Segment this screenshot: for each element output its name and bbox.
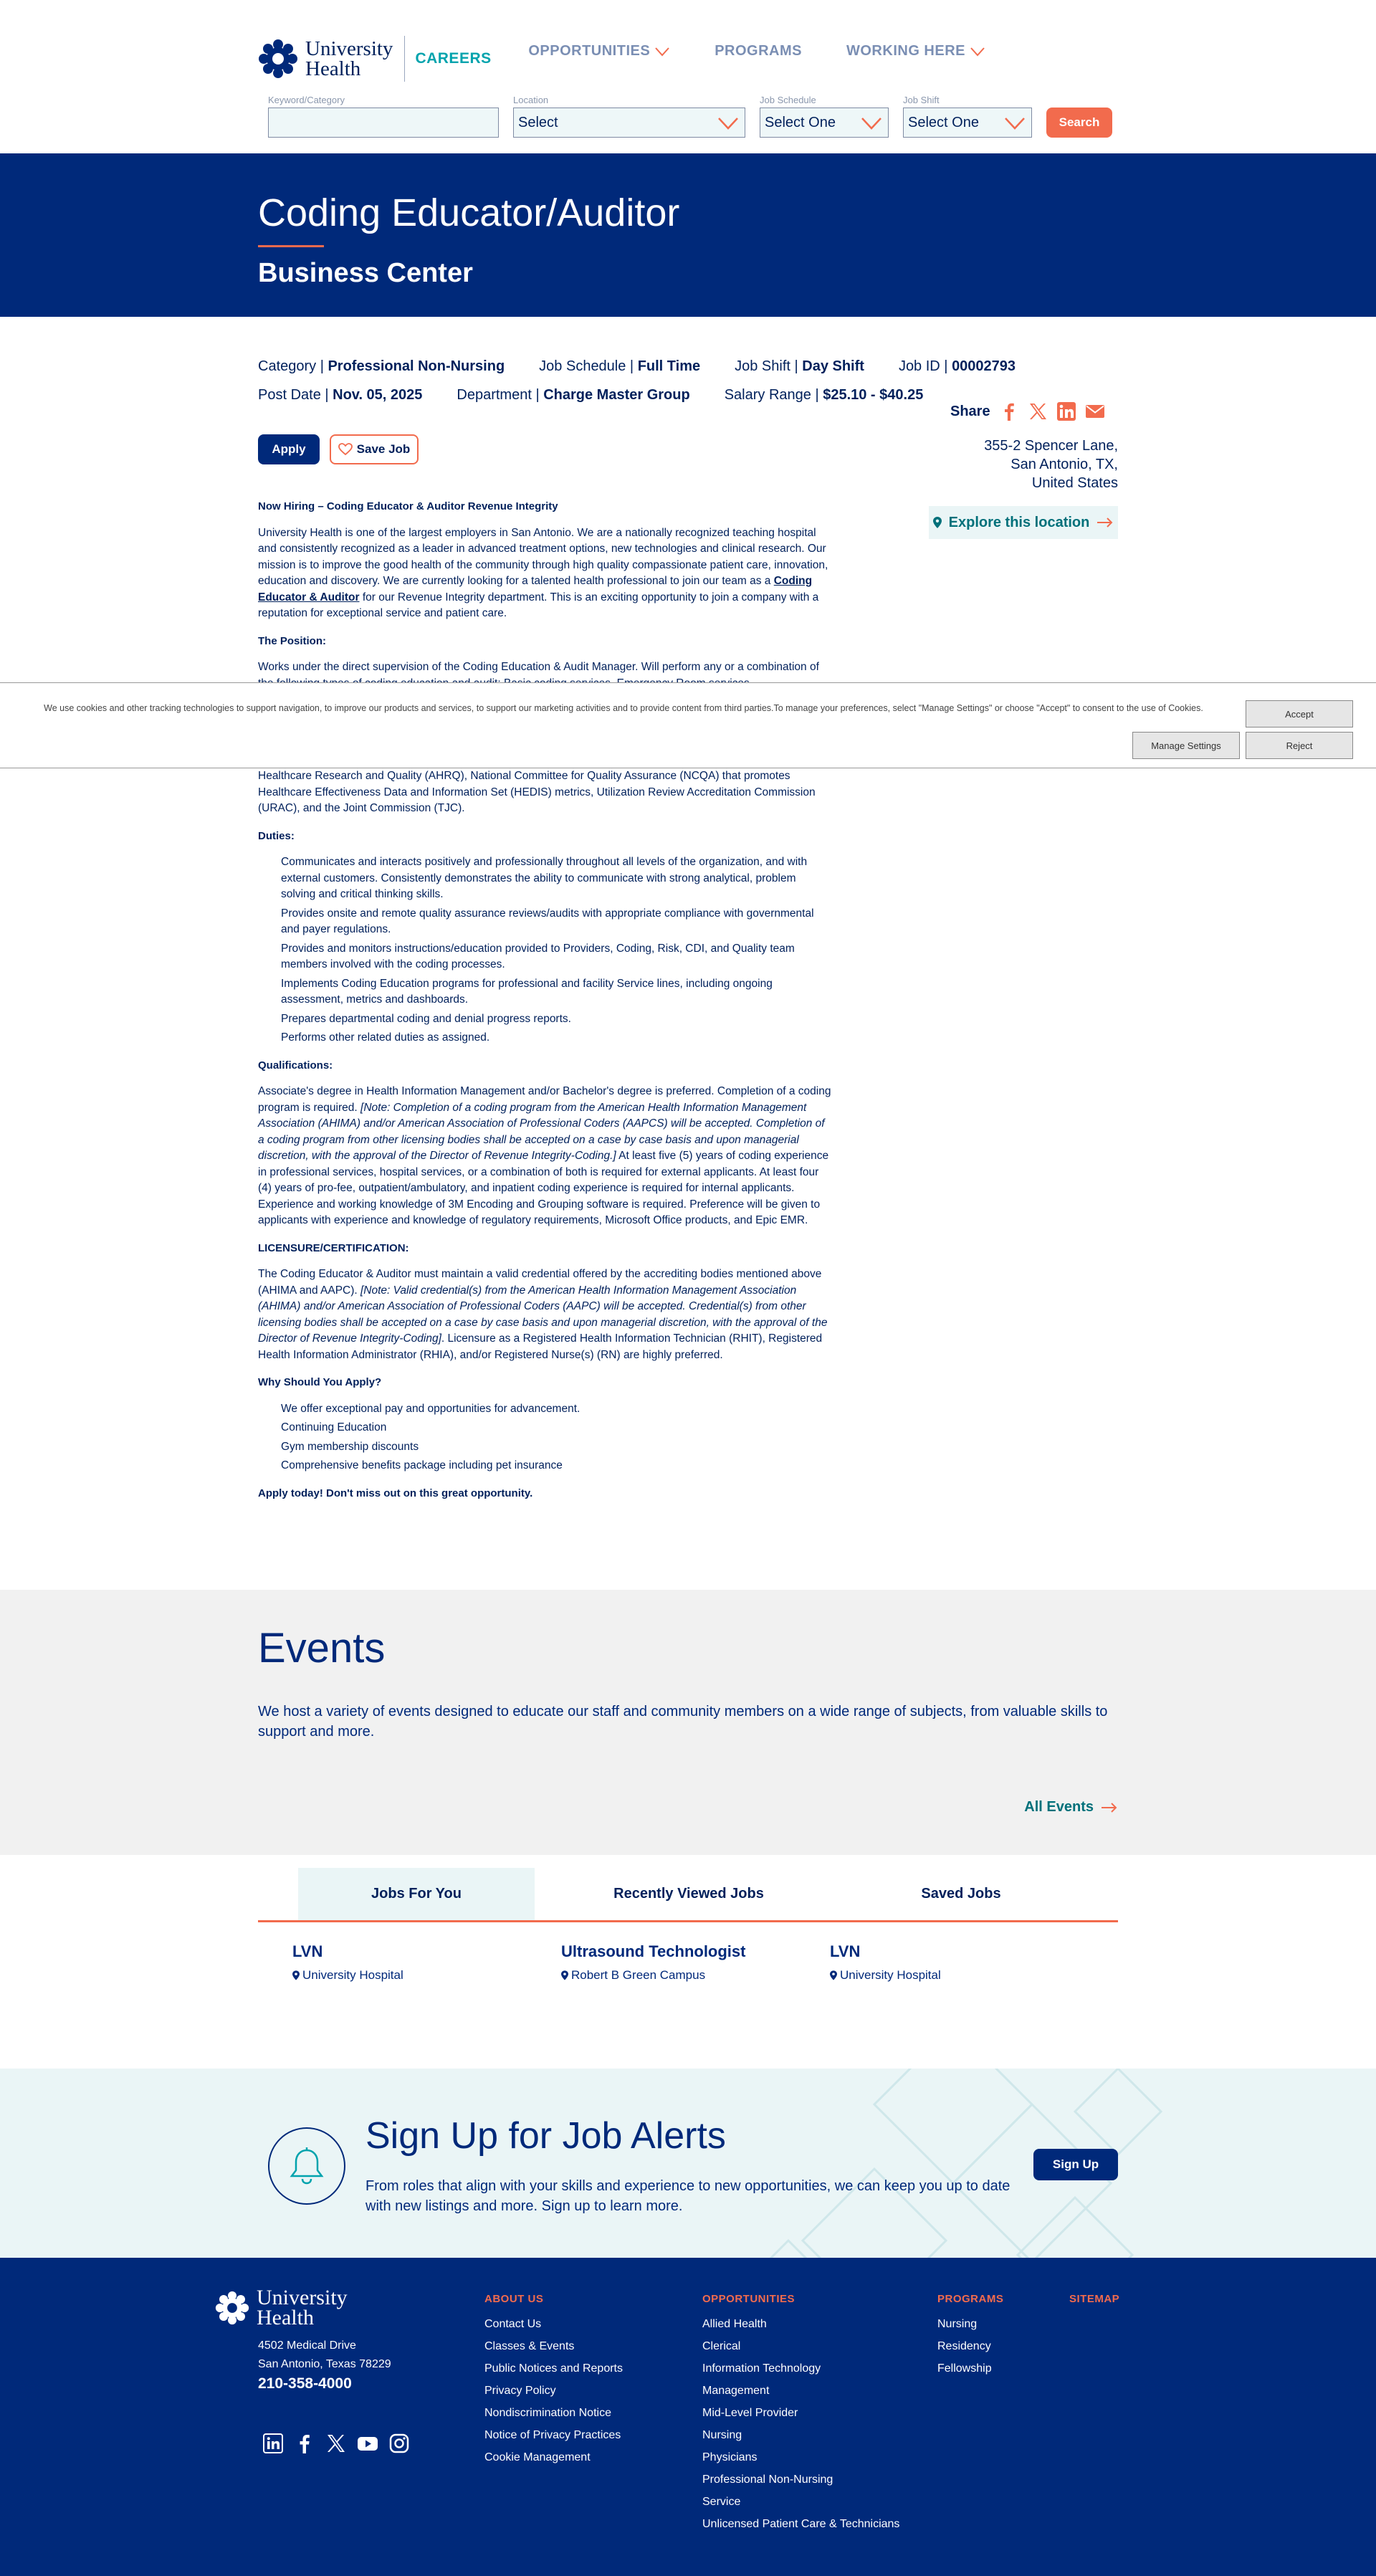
intro-paragraph: University Health is one of the largest employers in San Antonio. We are a nationally recognized teaching hospital and consistently recognized as a leader in advanced treatment options, new technologies and clinical research. Our mission is to improve the good health of the community through high quality compassionate patient care, innovation, education and discovery. We are currently looking for a talented health professional to join our team as a Coding Educator & Auditor for our Revenue Integrity department. This is an exciting opportunity to join a company with a reputation for exceptional service and patient care. xyxy=(258,526,828,619)
job-description xyxy=(258,499,831,692)
footer-link[interactable]: Information Technology xyxy=(702,2362,821,2375)
job-hero xyxy=(0,153,1376,317)
chevron-down-icon xyxy=(970,47,985,57)
job-card-location: University Hospital xyxy=(292,1968,561,1983)
qualifications-heading: Qualifications: xyxy=(258,1059,333,1072)
list-item: Comprehensive benefits package including pet insurance xyxy=(281,1459,563,1471)
list-item: Prepares departmental coding and denial progress reports. xyxy=(281,1012,571,1025)
footer-wordmark: University Health xyxy=(257,2286,348,2329)
manage-settings-button[interactable]: Manage Settings xyxy=(1132,732,1240,759)
licensure-heading: LICENSURE/CERTIFICATION: xyxy=(258,1241,409,1254)
list-item: Continuing Education xyxy=(281,1421,387,1434)
meta-department: Department | Charge Master Group xyxy=(457,387,690,403)
schedule-field xyxy=(760,95,889,138)
list-item: Implements Coding Education programs for professional and facility Service lines, including ongoing assessment, metrics and dashboards. xyxy=(281,977,773,1006)
job-card-title[interactable]: Ultrasound Technologist xyxy=(561,1942,746,1960)
licensure-paragraph: The Coding Educator & Auditor must maintain a valid credential offered by the accrediting bodies mentioned above (AHIMA and AAPC). [Note: Valid credential(s) from the American Health Information Management Association (AHIMA) and/or American Association of Professional Coders (AAPC) will be accepted. Credential(s) from other licensing bodies shall be accepted on a case by case basis and upon managerial discretion, with the approval of the Director of Revenue Integrity-Coding]. Licensure as a Registered Health Information Technician (RHIT), Registered Health Information Administrator (RHIA), and/or Registered Nurse(s) (RN) are highly preferred. xyxy=(258,1268,828,1361)
position-tail-paragraph: Healthcare Research and Quality (AHRQ), National Committee for Quality Assurance (NCQA) that promotes Healthcare Effectiveness Data and Information Set (HEDIS) metrics, Utilization Review Accreditation Commission (URAC), and the Joint Commission (TJC). xyxy=(258,770,816,814)
footer-opportunities-heading: OPPORTUNITIES xyxy=(702,2293,796,2305)
footer-programs-heading: PROGRAMS xyxy=(937,2293,1004,2305)
logo-wordmark: University Health xyxy=(305,37,393,80)
chevron-down-icon xyxy=(861,117,882,130)
main-nav xyxy=(528,43,985,59)
footer-link[interactable]: Nursing xyxy=(937,2318,978,2330)
university-health-logo-icon xyxy=(258,39,298,79)
meta-job-id: Job ID | 00002793 xyxy=(898,358,1016,374)
tab-recently-viewed[interactable]: Recently Viewed Jobs xyxy=(613,1886,764,1902)
footer-link[interactable]: Professional Non-Nursing xyxy=(702,2474,833,2486)
bell-icon xyxy=(268,2127,345,2205)
explore-location-button[interactable]: Explore this location xyxy=(929,506,1118,539)
linkedin-icon[interactable] xyxy=(1056,401,1076,421)
youtube-icon[interactable] xyxy=(357,2433,378,2454)
accept-cookies-button[interactable]: Accept xyxy=(1246,700,1353,728)
location-field xyxy=(513,95,745,138)
qualifications-paragraph: Associate's degree in Health Information Management and/or Bachelor's degree is preferred. Completion of a coding program is required. [Note: Completion of a coding program from the American Health Information Management Association (AHIMA) and/or American Association of Professional Coders (AAPCS) will be accepted. Completion of a coding program from other licensing bodies shall be accepted on a case by case basis and upon managerial discretion, with the approval of the Director of Revenue Integrity-Coding.] At least five (5) years of coding experience in professional services, hospital services, or a combination of both is required for external applicants. At least four (4) years of pro-fee, outpatient/ambulatory, and inpatient coding experience is required for internal applicants. Experience and working knowledge of 3M Encoding and Grouping software is required. Preference will be given to applicants with experience and knowledge of regulatory requirements, Microsoft Office products, and Epic EMR. xyxy=(258,1085,831,1226)
footer-programs-column xyxy=(937,2288,1003,2380)
list-item: Communicates and interacts positively and professionally throughout all levels of the organization, and with external customers. Consistently demonstrates the ability to communicate with strong analytical, problem solving and critical thinking skills. xyxy=(281,856,808,900)
hiring-heading: Now Hiring – Coding Educator & Auditor Revenue Integrity xyxy=(258,500,558,512)
save-job-button[interactable]: Save Job xyxy=(330,434,419,464)
why-apply-heading: Why Should You Apply? xyxy=(258,1376,382,1388)
apply-button[interactable]: Apply xyxy=(258,434,320,464)
careers-label: CAREERS xyxy=(415,50,492,67)
events-section xyxy=(0,1590,1376,1855)
cookie-text: We use cookies and other tracking technologies to support navigation, to improve our products and services, to support our marketing activities and to provide content from third parties.To manage your preferences, select "Manage Settings" or choose "Accept" to consent to the use of Cookies. xyxy=(44,703,1203,713)
x-twitter-icon[interactable] xyxy=(1028,401,1048,421)
site-logo[interactable] xyxy=(258,36,492,82)
map-pin-icon xyxy=(830,1970,837,1980)
map-pin-icon xyxy=(561,1970,568,1980)
meta-salary: Salary Range | $25.10 - $40.25 xyxy=(724,387,924,403)
shift-select[interactable]: Select One xyxy=(903,108,1032,138)
schedule-label: Job Schedule xyxy=(760,95,816,105)
footer-link[interactable]: Allied Health xyxy=(702,2318,767,2330)
job-alerts-title: Sign Up for Job Alerts xyxy=(366,2115,726,2157)
job-title: Coding Educator/Auditor xyxy=(258,191,680,234)
logo-divider xyxy=(404,36,405,82)
keyword-field xyxy=(268,95,499,138)
job-card[interactable] xyxy=(561,1942,830,1983)
location-select[interactable]: Select xyxy=(513,108,745,138)
job-business-unit: Business Center xyxy=(258,258,473,288)
heart-icon xyxy=(338,443,353,456)
footer-sitemap-column xyxy=(1069,2288,1119,2313)
cookie-banner xyxy=(0,682,1376,768)
instagram-icon[interactable] xyxy=(388,2433,410,2454)
role-link[interactable]: Coding Educator & Auditor xyxy=(258,575,813,604)
footer-link[interactable]: Service xyxy=(702,2496,741,2508)
tab-saved-jobs[interactable]: Saved Jobs xyxy=(921,1886,1001,1902)
email-icon[interactable] xyxy=(1085,401,1105,421)
list-item: Provides onsite and remote quality assurance reviews/audits with appropriate compliance with governmental and payer regulations. xyxy=(281,907,814,935)
share-label: Share xyxy=(950,403,990,419)
title-rule xyxy=(258,245,324,247)
university-health-logo-icon xyxy=(215,2291,249,2325)
linkedin-icon[interactable] xyxy=(262,2433,284,2454)
footer-link[interactable]: Notice of Privacy Practices xyxy=(484,2429,621,2441)
job-card-title[interactable]: LVN xyxy=(830,1942,861,1960)
meta-shift: Job Shift | Day Shift xyxy=(735,358,864,374)
keyword-label: Keyword/Category xyxy=(268,95,345,105)
duties-heading: Duties: xyxy=(258,829,295,842)
share-bar xyxy=(950,401,1105,421)
footer-link[interactable]: Classes & Events xyxy=(484,2340,575,2352)
footer-link[interactable]: Physicians xyxy=(702,2451,758,2463)
footer-about-column xyxy=(484,2288,623,2468)
location-label: Location xyxy=(513,95,549,105)
jobs-tabs xyxy=(258,1868,1118,1922)
site-header xyxy=(0,0,1376,153)
footer-about-heading: ABOUT US xyxy=(484,2293,544,2305)
footer-link[interactable]: Residency xyxy=(937,2340,991,2352)
nav-opportunities[interactable]: OPPORTUNITIES xyxy=(528,43,670,59)
job-card-location: University Hospital xyxy=(830,1968,1099,1983)
job-description-continued xyxy=(258,768,831,1512)
footer-link[interactable]: Nursing xyxy=(702,2429,742,2441)
benefits-list xyxy=(281,1401,831,1474)
sign-up-button[interactable]: Sign Up xyxy=(1033,2149,1118,2180)
tab-jobs-for-you[interactable]: Jobs For You xyxy=(298,1868,535,1920)
footer-link[interactable]: Clerical xyxy=(702,2340,741,2352)
footer-link[interactable]: Contact Us xyxy=(484,2318,542,2330)
job-card-title[interactable]: LVN xyxy=(292,1942,323,1960)
meta-schedule: Job Schedule | Full Time xyxy=(539,358,701,374)
chevron-down-icon xyxy=(654,47,670,57)
arrow-right-icon xyxy=(1101,1803,1118,1813)
footer-social xyxy=(262,2433,410,2454)
meta-post-date: Post Date | Nov. 05, 2025 xyxy=(258,387,423,403)
reject-cookies-button[interactable]: Reject xyxy=(1246,732,1353,759)
job-cards xyxy=(292,1942,1099,1983)
footer-address: 4502 Medical Drive San Antonio, Texas 78229 xyxy=(258,2339,391,2370)
footer-phone[interactable]: 210-358-4000 xyxy=(258,2375,352,2392)
closing-line: Apply today! Don't miss out on this great opportunity. xyxy=(258,1487,533,1499)
list-item: We offer exceptional pay and opportunities for advancement. xyxy=(281,1402,580,1415)
facebook-icon[interactable] xyxy=(999,401,1019,421)
job-search-bar xyxy=(268,95,1112,138)
list-item: Provides and monitors instructions/education provided to Providers, Coding, Risk, CDI, and Quality team members involved with the coding processes. xyxy=(281,942,795,970)
footer-link[interactable]: Public Notices and Reports xyxy=(484,2362,623,2375)
position-paragraph: Works under the direct supervision of the Coding Education & Audit Manager. Will perform any or a combination of xyxy=(258,661,819,673)
job-card[interactable] xyxy=(292,1942,561,1983)
job-alerts-section xyxy=(0,2069,1376,2258)
shift-field xyxy=(903,95,1032,138)
footer-link[interactable]: Mid-Level Provider xyxy=(702,2407,798,2419)
x-twitter-icon[interactable] xyxy=(325,2433,347,2454)
events-title: Events xyxy=(258,1625,386,1671)
job-actions xyxy=(258,434,419,464)
job-card[interactable] xyxy=(830,1942,1099,1983)
facebook-icon[interactable] xyxy=(294,2433,315,2454)
events-text: We host a variety of events designed to educate our staff and community members on a wide range of subjects, from valuable skills to support and more. xyxy=(258,1704,1108,1740)
footer-link[interactable]: Unlicensed Patient Care & Technicians xyxy=(702,2518,900,2530)
schedule-select[interactable]: Select One xyxy=(760,108,889,138)
footer-link[interactable]: Privacy Policy xyxy=(484,2385,556,2397)
footer-sitemap-link[interactable]: SITEMAP xyxy=(1069,2293,1120,2305)
footer-link[interactable]: Nondiscrimination Notice xyxy=(484,2407,611,2419)
job-address: 355-2 Spencer Lane, San Antonio, TX, United States xyxy=(984,438,1118,491)
shift-label: Job Shift xyxy=(903,95,940,105)
job-card-location: Robert B Green Campus xyxy=(561,1968,830,1983)
search-button[interactable]: Search xyxy=(1046,108,1112,138)
footer-link[interactable]: Cookie Management xyxy=(484,2451,591,2463)
footer-logo[interactable] xyxy=(215,2288,348,2328)
footer-opportunities-column xyxy=(702,2288,899,2535)
list-item: Gym membership discounts xyxy=(281,1440,419,1453)
list-item: Performs other related duties as assigned. xyxy=(281,1031,490,1044)
keyword-input[interactable] xyxy=(268,108,499,138)
job-meta xyxy=(258,358,1050,416)
arrow-right-icon xyxy=(1096,517,1114,528)
chevron-down-icon xyxy=(1004,117,1026,130)
nav-programs[interactable]: PROGRAMS xyxy=(715,43,802,59)
site-footer xyxy=(0,2258,1376,2576)
nav-working-here[interactable]: WORKING HERE xyxy=(846,43,985,59)
all-events-link[interactable]: All Events xyxy=(1024,1799,1118,1816)
meta-category: Category | Professional Non-Nursing xyxy=(258,358,505,374)
chevron-down-icon xyxy=(717,117,739,130)
map-pin-icon xyxy=(933,517,942,528)
job-alerts-text: From roles that align with your skills and experience to new opportunities, we can keep you up to date with new listings and more. Sign up to learn more. xyxy=(366,2178,1010,2214)
footer-link[interactable]: Fellowship xyxy=(937,2362,992,2375)
position-heading: The Position: xyxy=(258,634,326,647)
map-pin-icon xyxy=(292,1970,300,1980)
duties-list xyxy=(281,854,831,1046)
footer-link[interactable]: Management xyxy=(702,2385,770,2397)
